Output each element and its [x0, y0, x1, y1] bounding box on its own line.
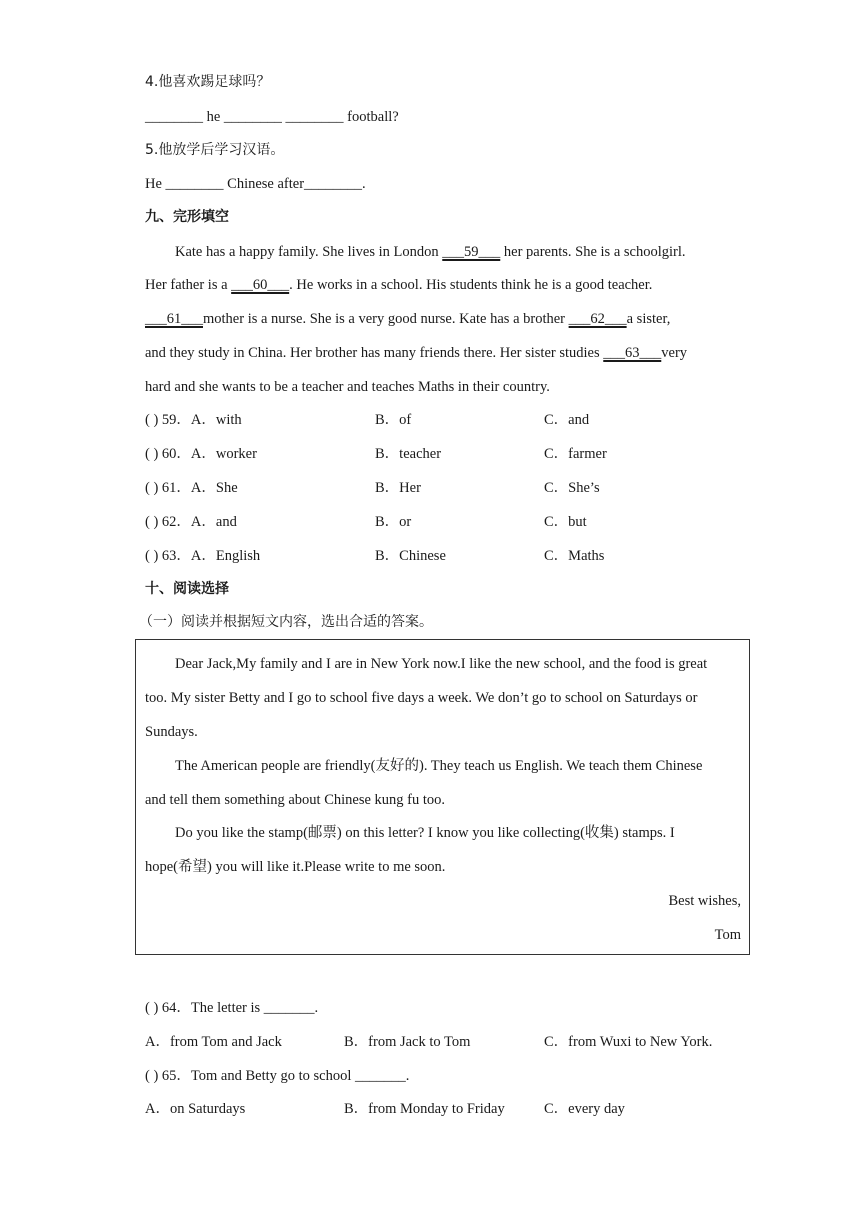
cloze-line-1: [175, 242, 686, 262]
question-65-stem: ( ) 65．Tom and Betty go to school _______.: [145, 1068, 410, 1084]
blank-61: ___61___: [145, 311, 203, 327]
question-stem: ( ) 62．A．and: [145, 514, 237, 530]
letter-signature: Tom: [714, 927, 741, 943]
question-64-stem: ( ) 64．The letter is _______.: [145, 1000, 319, 1016]
option-a: A．from Tom and Jack: [145, 1034, 282, 1050]
option-c: C．farmer: [544, 446, 607, 462]
option-b: B．from Jack to Tom: [344, 1034, 471, 1050]
option-b: B．or: [375, 514, 412, 530]
letter-line: Do you like the stamp(邮票) on this letter? I know you like collecting(收集) stamps. I: [175, 825, 675, 841]
cloze-question-61: [145, 478, 765, 498]
question-65-options: [145, 1099, 765, 1119]
option-c: C．She’s: [544, 480, 600, 496]
option-b: B．of: [375, 412, 412, 428]
cloze-text: . He works in a school. His students think he is a good teacher.: [289, 277, 653, 293]
option-c: C．from Wuxi to New York.: [544, 1034, 713, 1050]
letter-box: [135, 639, 750, 955]
question-stem: ( ) 59．A．with: [145, 412, 242, 428]
cloze-line-5: hard and she wants to be a teacher and teaches Maths in their country.: [145, 379, 550, 395]
cloze-question-60: [145, 444, 765, 464]
cloze-text: very: [661, 345, 688, 361]
letter-line: The American people are friendly(友好的). They teach us English. We teach them Chinese: [175, 758, 703, 774]
cloze-question-63: [145, 546, 765, 566]
option-b: B．teacher: [375, 446, 442, 462]
option-c: C．Maths: [544, 548, 605, 564]
cloze-text: mother is a nurse. She is a very good nurse. Kate has a brother: [203, 311, 569, 327]
cloze-text: Her father is a: [145, 277, 232, 293]
question-4-chinese: 4.他喜欢踢足球吗？: [145, 74, 271, 90]
question-stem: ( ) 60．A．worker: [145, 446, 257, 462]
question-5-chinese: 5.他放学后学习汉语。: [145, 142, 285, 158]
blank-60: ___60___: [231, 277, 290, 293]
cloze-text: Kate has a happy family. She lives in London: [175, 244, 443, 260]
cloze-heading: 九、完形填空: [145, 209, 229, 225]
letter-line: hope(希望) you will like it.Please write to me soon.: [145, 859, 446, 875]
blank-63: ___63___: [603, 345, 662, 361]
cloze-text: her parents. She is a schoolgirl.: [500, 244, 686, 260]
option-c: C．and: [544, 412, 590, 428]
cloze-text: and they study in China. Her brother has many friends there. Her sister studies: [145, 345, 604, 361]
cloze-line-4: [145, 343, 687, 363]
cloze-line-2: [145, 275, 652, 295]
letter-line: Sundays.: [145, 724, 198, 740]
question-4-english: ________ he ________ ________ football?: [145, 109, 399, 125]
cloze-text: a sister,: [626, 311, 671, 327]
question-64-options: [145, 1032, 765, 1052]
option-c: C．but: [544, 514, 587, 530]
question-stem: ( ) 63．A．English: [145, 548, 261, 564]
question-5-english: He ________ Chinese after________.: [145, 176, 366, 192]
option-a: A．on Saturdays: [145, 1101, 246, 1117]
blank-62: ___62___: [568, 311, 627, 327]
question-stem: ( ) 61．A．She: [145, 480, 238, 496]
reading-heading: 十、阅读选择: [145, 581, 229, 597]
letter-closing: Best wishes,: [668, 893, 741, 909]
cloze-question-62: [145, 512, 765, 532]
letter-line: and tell them something about Chinese kung fu too.: [145, 792, 446, 808]
option-c: C．every day: [544, 1101, 625, 1117]
option-b: B．from Monday to Friday: [344, 1101, 505, 1117]
blank-59: ___59___: [442, 244, 501, 260]
cloze-line-3: [145, 309, 670, 329]
reading-instruction: （一）阅读并根据短文内容，选出合适的答案。: [139, 614, 433, 630]
option-b: B．Chinese: [375, 548, 446, 564]
cloze-question-59: [145, 410, 765, 430]
option-b: B．Her: [375, 480, 421, 496]
letter-line: too. My sister Betty and I go to school five days a week. We don’t go to school on Saturdays or: [145, 690, 698, 706]
letter-line: Dear Jack,My family and I are in New York now.I like the new school, and the food is great: [175, 656, 708, 672]
